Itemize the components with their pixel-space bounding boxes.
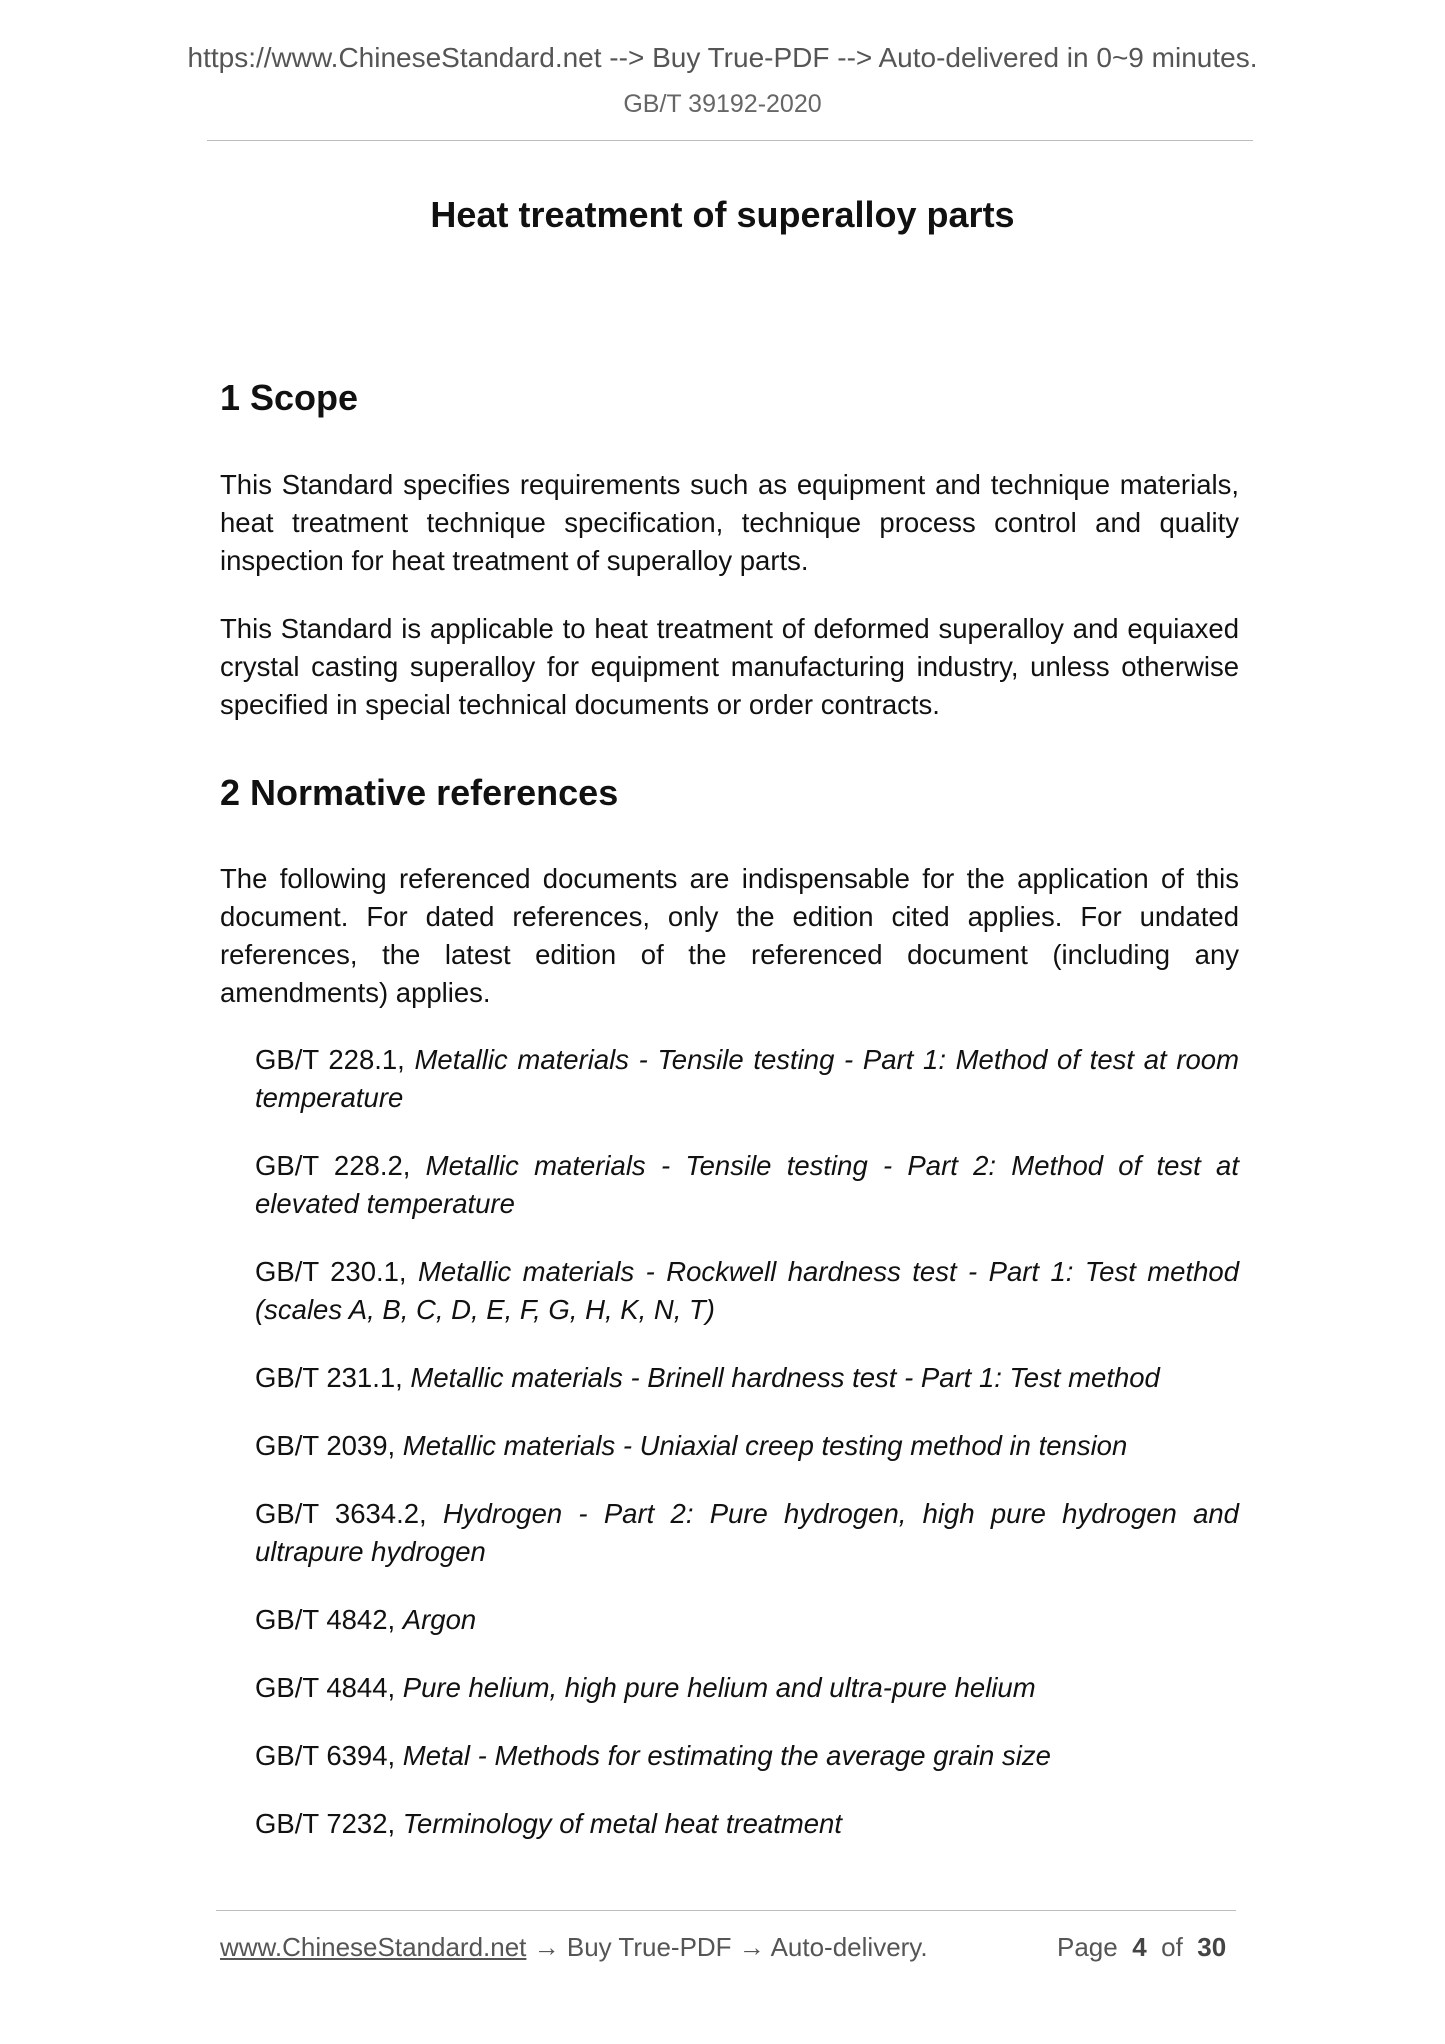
page-total: 30 [1197,1932,1227,1962]
reference-title: Hydrogen - Part 2: Pure hydrogen, high pure hydrogen and ultrapure hydrogen [255,1498,1239,1567]
reference-code: GB/T 4844, [255,1672,403,1703]
reference-code: GB/T 228.1, [255,1044,415,1075]
page-label: Page [1057,1932,1118,1962]
header-standard-number: GB/T 39192-2020 [623,90,822,118]
reference-code: GB/T 230.1, [255,1256,419,1287]
reference-item [255,1805,1239,1843]
scope-paragraph: This Standard specifies requirements such as equipment and technique materials, heat treatment technique specification, technique process control and quality inspection for heat treatment of superalloy parts. [220,469,1239,576]
reference-code: GB/T 7232, [255,1808,403,1839]
footer-divider [216,1910,1236,1911]
reference-item [255,1669,1239,1707]
reference-title: Metal - Methods for estimating the average grain size [402,1740,1051,1771]
section-heading-normative-references: 2 Normative references [220,772,619,813]
reference-list [255,1041,1239,1873]
page-indicator [1057,1932,1226,1963]
reference-title: Metallic materials - Brinell hardness test - Part 1: Test method [410,1362,1160,1393]
reference-item [255,1737,1239,1775]
reference-item [255,1359,1239,1397]
reference-item [255,1253,1239,1329]
header-divider [207,140,1253,141]
reference-item [255,1041,1239,1117]
page-current: 4 [1132,1932,1147,1962]
header-banner: https://www.ChineseStandard.net --> Buy True-PDF --> Auto-delivered in 0~9 minutes. [187,42,1258,73]
reference-title: Metallic materials - Uniaxial creep testing method in tension [402,1430,1128,1461]
reference-item [255,1495,1239,1571]
references-intro-paragraph: The following referenced documents are indispensable for the application of this document. For dated references, only the edition cited applies. For undated references, the latest edition of the referenced document (including any amendments) applies. [220,863,1239,1008]
reference-title: Argon [402,1604,477,1635]
footer-site-link[interactable]: www.ChineseStandard.net [220,1932,527,1962]
reference-code: GB/T 2039, [255,1430,403,1461]
reference-code: GB/T 231.1, [255,1362,411,1393]
reference-code: GB/T 3634.2, [255,1498,443,1529]
document-title: Heat treatment of superalloy parts [430,194,1015,235]
reference-code: GB/T 6394, [255,1740,403,1771]
reference-title: Metallic materials - Tensile testing - Part 2: Method of test at elevated temperature [255,1150,1239,1219]
reference-item [255,1427,1239,1465]
reference-title: Pure helium, high pure helium and ultra-pure helium [402,1672,1036,1703]
reference-item [255,1147,1239,1223]
reference-title: Metallic materials - Rockwell hardness test - Part 1: Test method (scales A, B, C, D, E, F, G, H, K, N, T) [255,1256,1239,1325]
footer-tagline: → Buy True-PDF → Auto-delivery. [526,1932,928,1962]
reference-item [255,1601,1239,1639]
scope-paragraph: This Standard is applicable to heat treatment of deformed superalloy and equiaxed crystal casting superalloy for equipment manufacturing industry, unless otherwise specified in special technical documents or order contracts. [220,613,1239,720]
footer-promo [220,1932,928,1963]
reference-code: GB/T 228.2, [255,1150,426,1181]
reference-title: Metallic materials - Tensile testing - Part 1: Method of test at room temperature [255,1044,1239,1113]
reference-code: GB/T 4842, [255,1604,403,1635]
section-heading-scope: 1 Scope [220,377,359,418]
page-of: of [1161,1932,1183,1962]
reference-title: Terminology of metal heat treatment [402,1808,842,1839]
